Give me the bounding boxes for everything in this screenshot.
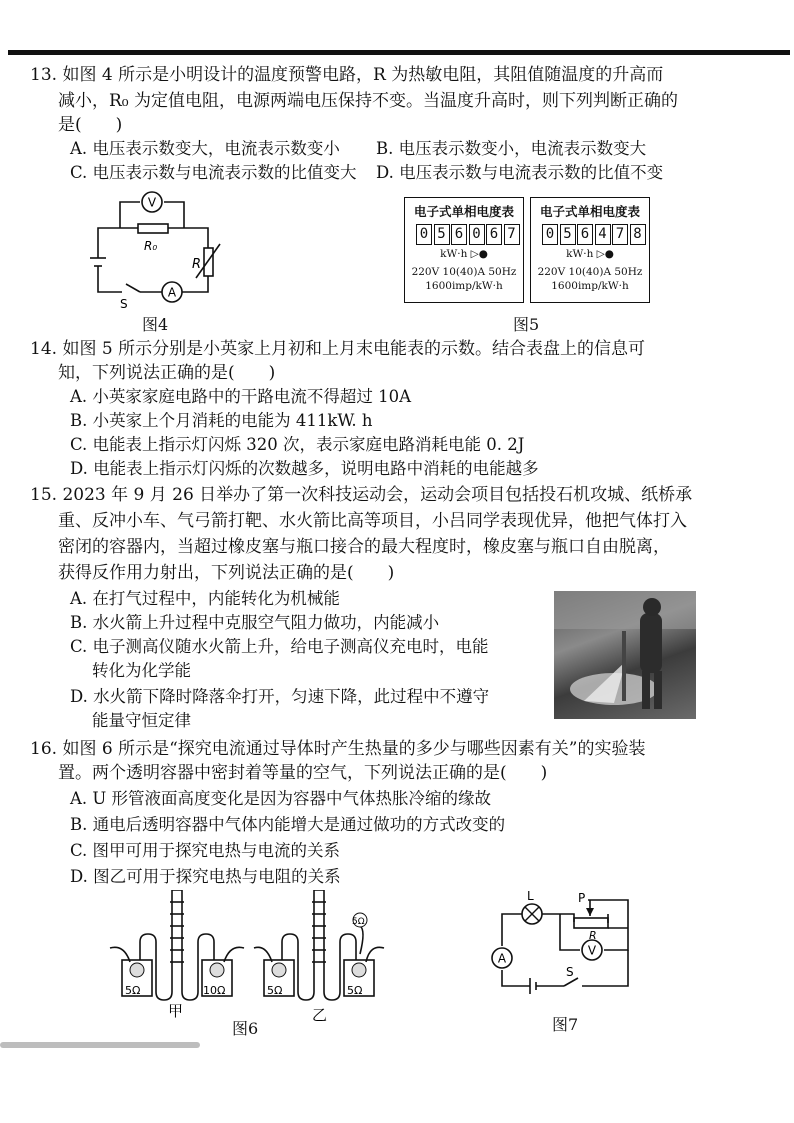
fig6-r1-label: 5Ω bbox=[125, 984, 141, 997]
fig7-a-label: A bbox=[497, 951, 507, 966]
meter1-digit: 6 bbox=[486, 224, 502, 245]
meter1-unit: kW·h ▷● bbox=[440, 248, 488, 260]
q16-line1: 16. 如图 6 所示是“探究电流通过导体时产生热量的多少与哪些因素有关”的实验装 bbox=[30, 739, 646, 759]
meter2-spec2: 1600imp/kW·h bbox=[551, 280, 629, 292]
meter2-title: 电子式单相电度表 bbox=[539, 204, 640, 219]
meter1-digit: 7 bbox=[504, 224, 520, 245]
fig7-l-label: L bbox=[527, 890, 534, 903]
q13-line2: 减小，R₀ 为定值电阻，电源两端电压保持不变。当温度升高时，则下列判断正确的 bbox=[58, 91, 679, 111]
meter1-spec2: 1600imp/kW·h bbox=[425, 280, 503, 292]
meter2-spec bbox=[531, 265, 649, 293]
fig7-p-label: P bbox=[578, 891, 586, 905]
q15-option-c2: 转化为化学能 bbox=[92, 661, 191, 680]
q16-option-c: C. 图甲可用于探究电热与电流的关系 bbox=[70, 841, 341, 860]
water-rocket-photo bbox=[554, 591, 696, 719]
q14-option-b: B. 小英家上个月消耗的电能为 411kW. h bbox=[70, 411, 373, 430]
meter1-digits bbox=[416, 224, 521, 245]
q16-line2: 置。两个透明容器中密封着等量的空气，下列说法正确的是( ) bbox=[58, 763, 548, 783]
figure-6-caption: 图6 bbox=[232, 1019, 259, 1038]
meter1-digit: 0 bbox=[469, 224, 485, 245]
q14-option-d: D. 电能表上指示灯闪烁的次数越多，说明电路中消耗的电能越多 bbox=[70, 459, 539, 478]
fig7-r-label: R bbox=[589, 929, 597, 942]
q13-option-c: C. 电压表示数与电流表示数的比值变大 bbox=[70, 163, 357, 182]
fig4-v-label: V bbox=[147, 195, 157, 210]
meter2-digit: 7 bbox=[612, 224, 628, 245]
meter1-digit: 0 bbox=[416, 224, 432, 245]
fig7-s-label: S bbox=[566, 965, 574, 979]
q15-line2: 重、反冲小车、气弓箭打靶、水火箭比高等项目，小吕同学表现优异，他把气体打入 bbox=[58, 511, 687, 531]
q14-line1: 14. 如图 5 所示分别是小英家上月初和上月末电能表的示数。结合表盘上的信息可 bbox=[30, 339, 646, 359]
fig6-r2-label: 10Ω bbox=[203, 984, 226, 997]
meter1-digit: 6 bbox=[451, 224, 467, 245]
q15-option-d2: 能量守恒定律 bbox=[92, 711, 191, 730]
fig4-s-label: S bbox=[120, 297, 128, 311]
meter2-digit: 0 bbox=[542, 224, 558, 245]
q16-option-a: A. U 形管液面高度变化是因为容器中气体热胀冷缩的缘故 bbox=[70, 789, 492, 808]
fig4-r-label: R bbox=[192, 257, 202, 272]
figure-7-caption: 图7 bbox=[552, 1015, 579, 1034]
meter2-digit: 8 bbox=[630, 224, 646, 245]
fig4-a-label: A bbox=[167, 285, 177, 300]
q13-option-a: A. 电压表示数变大，电流表示数变小 bbox=[70, 139, 340, 158]
photo-sketch bbox=[554, 591, 696, 719]
meter2-digit: 4 bbox=[595, 224, 611, 245]
q13-line3: 是( ) bbox=[58, 115, 123, 135]
q14-option-a: A. 小英家家庭电路中的干路电流不得超过 10A bbox=[70, 387, 412, 406]
fig7-v-label: V bbox=[587, 943, 597, 958]
meter2-digits bbox=[542, 224, 647, 245]
meter1-spec bbox=[405, 265, 523, 293]
q15-option-b: B. 水火箭上升过程中克服空气阻力做功，内能减小 bbox=[70, 613, 440, 632]
q14-line2: 知，下列说法正确的是( ) bbox=[58, 363, 276, 383]
energy-meter-start bbox=[404, 197, 524, 303]
q15-line4: 获得反作用力射出，下列说法正确的是( ) bbox=[58, 563, 395, 583]
q15-option-a: A. 在打气过程中，内能转化为机械能 bbox=[70, 589, 340, 608]
meter2-digit: 6 bbox=[577, 224, 593, 245]
q16-option-d: D. 图乙可用于探究电热与电阻的关系 bbox=[70, 867, 341, 886]
q15-line3: 密闭的容器内，当超过橡皮塞与瓶口接合的最大程度时，橡皮塞与瓶口自由脱离， bbox=[58, 537, 670, 557]
figure-4-circuit bbox=[80, 188, 230, 314]
q13-line1: 13. 如图 4 所示是小明设计的温度预警电路，R 为热敏电阻，其阻值随温度的升高而 bbox=[30, 65, 664, 85]
q16-option-b: B. 通电后透明容器中气体内能增大是通过做功的方式改变的 bbox=[70, 815, 506, 834]
q15-option-d1: D. 水火箭下降时降落伞打开，匀速下降，此过程中不遵守 bbox=[70, 687, 490, 706]
meter2-unit: kW·h ▷● bbox=[566, 248, 614, 260]
fig4-r0-label: R₀ bbox=[144, 239, 158, 253]
fig6-jia-label: 甲 bbox=[168, 1002, 184, 1020]
q14-option-c: C. 电能表上指示灯闪烁 320 次，表示家庭电路消耗电能 0. 2J bbox=[70, 435, 525, 454]
q15-line1: 15. 2023 年 9 月 26 日举办了第一次科技运动会，运动会项目包括投石机攻城、纸桥承 bbox=[30, 485, 693, 505]
figure-5-caption: 图5 bbox=[513, 315, 540, 334]
fig6-r5-label: 5Ω bbox=[352, 917, 365, 927]
energy-meter-end bbox=[530, 197, 650, 303]
fig6-r3-label: 5Ω bbox=[267, 984, 283, 997]
meter2-digit: 5 bbox=[560, 224, 576, 245]
fig6-r4-label: 5Ω bbox=[347, 984, 363, 997]
q13-option-d: D. 电压表示数与电流表示数的比值不变 bbox=[376, 163, 664, 182]
fig6-yi-label: 乙 bbox=[312, 1006, 328, 1024]
bottom-scroll-indicator bbox=[0, 1042, 200, 1048]
meter1-spec1: 220V 10(40)A 50Hz bbox=[411, 266, 517, 278]
q13-option-b: B. 电压表示数变小，电流表示数变大 bbox=[376, 139, 647, 158]
meter1-title: 电子式单相电度表 bbox=[413, 204, 514, 219]
figure-7-circuit bbox=[490, 890, 640, 1008]
figure-4-caption: 图4 bbox=[142, 315, 169, 334]
meter2-spec1: 220V 10(40)A 50Hz bbox=[537, 266, 643, 278]
q15-option-c1: C. 电子测高仪随水火箭上升，给电子测高仪充电时，电能 bbox=[70, 637, 489, 656]
meter1-digit: 5 bbox=[434, 224, 450, 245]
